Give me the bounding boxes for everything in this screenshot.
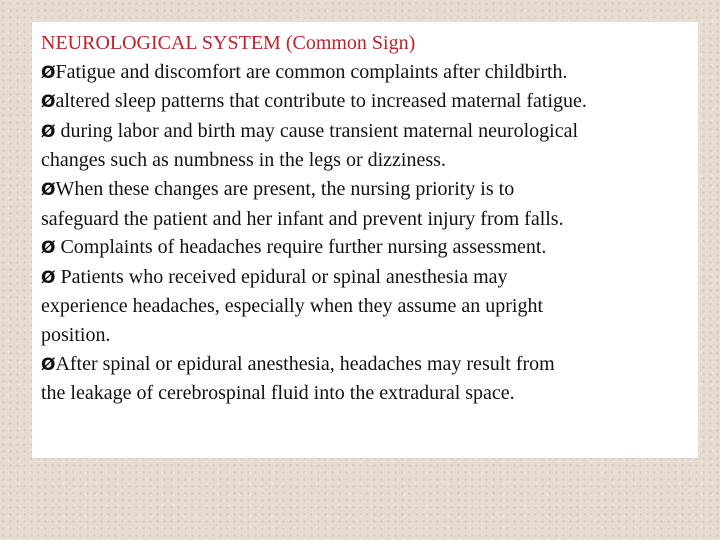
bullet-line — [41, 117, 698, 147]
bullet-arrow-icon: Ø — [41, 92, 56, 113]
bullet-line — [41, 233, 698, 263]
line-text: After spinal or epidural anesthesia, headaches may result from — [55, 352, 555, 375]
continuation-line — [41, 379, 698, 408]
line-text: changes such as numbness in the legs or dizziness. — [41, 149, 446, 172]
line-text: Fatigue and discomfort are common complaints after childbirth. — [55, 60, 568, 83]
bullet-arrow-icon: Ø — [41, 121, 56, 142]
bullet-line — [41, 58, 698, 88]
line-text: position. — [41, 323, 111, 346]
line-text: the leakage of cerebrospinal fluid into the extradural space. — [41, 382, 515, 405]
bullet-line — [41, 350, 698, 380]
line-text: Patients who received epidural or spinal anesthesia may — [60, 265, 508, 288]
line-text: When these changes are present, the nursing priority is to — [55, 177, 515, 200]
line-text: safeguard the patient and her infant and prevent injury from falls. — [41, 207, 564, 230]
continuation-line — [41, 321, 698, 350]
slide-content-panel — [32, 22, 698, 458]
slide-body — [41, 29, 698, 408]
continuation-line — [41, 292, 698, 321]
bullet-line — [41, 263, 698, 293]
text-lines — [41, 58, 698, 408]
line-text: altered sleep patterns that contribute to increased maternal fatigue. — [55, 90, 587, 113]
line-text: experience headaches, especially when they assume an upright — [41, 295, 544, 318]
bullet-arrow-icon: Ø — [41, 238, 56, 259]
bullet-arrow-icon: Ø — [41, 62, 56, 83]
slide-title: NEUROLOGICAL SYSTEM (Common Sign) — [41, 32, 416, 54]
line-text: Complaints of headaches require further nursing assessment. — [60, 236, 547, 259]
bullet-line — [41, 175, 698, 205]
continuation-line — [41, 205, 698, 234]
continuation-line — [41, 146, 698, 175]
bullet-arrow-icon: Ø — [41, 267, 56, 288]
line-text: during labor and birth may cause transient maternal neurological — [60, 119, 579, 142]
bullet-line — [41, 87, 698, 117]
bullet-arrow-icon: Ø — [41, 179, 56, 200]
bullet-arrow-icon: Ø — [41, 354, 56, 375]
